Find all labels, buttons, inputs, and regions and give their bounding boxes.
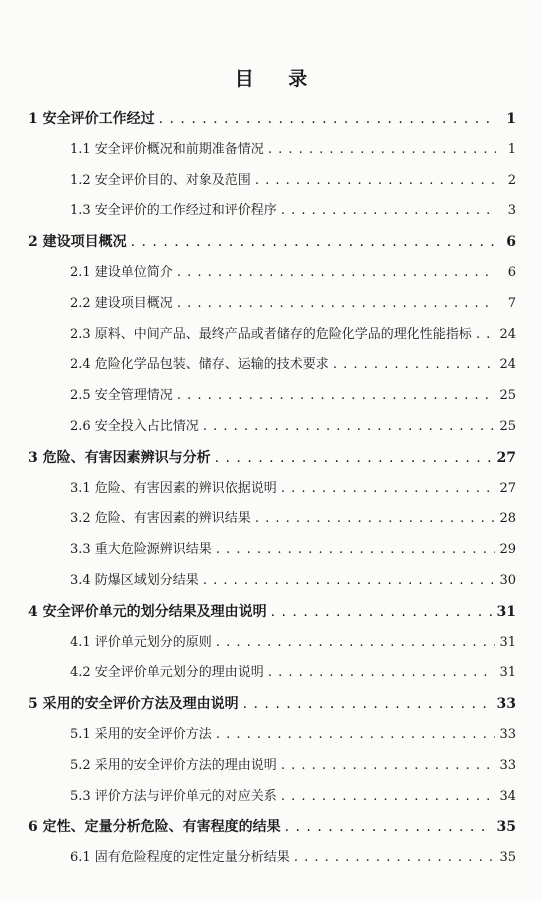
toc-entry-label: 1.2 安全评价目的、对象及范围 [70, 172, 251, 188]
toc-section-entry[interactable] [70, 724, 516, 746]
toc-chapter-entry[interactable] [28, 108, 516, 130]
dot-leader [476, 324, 496, 346]
toc-section-entry[interactable] [70, 786, 516, 808]
toc-page-number: 24 [499, 326, 516, 342]
toc-section-entry[interactable] [70, 478, 516, 500]
toc-entry-label: 1.3 安全评价的工作经过和评价程序 [70, 203, 277, 219]
toc-page-number: 27 [496, 449, 516, 466]
toc-page-number: 7 [507, 295, 516, 311]
dot-leader [285, 816, 493, 838]
dot-leader [243, 693, 493, 715]
toc-entry-label: 2.5 安全管理情况 [70, 388, 173, 404]
dot-leader [215, 447, 493, 469]
dot-leader [177, 262, 496, 284]
toc-entry-label: 2.4 危险化学品包装、储存、运输的技术要求 [70, 357, 329, 373]
toc-entry-label: 6 定性、定量分析危险、有害程度的结果 [28, 819, 281, 836]
toc-page-number: 6 [506, 234, 516, 251]
toc-section-entry[interactable] [70, 354, 516, 376]
toc-page-number: 34 [499, 788, 516, 804]
toc-section-entry[interactable] [70, 139, 516, 161]
toc-page-number: 2 [507, 172, 516, 188]
toc-entry-label: 3 危险、有害因素辨识与分析 [28, 449, 211, 466]
dot-leader [268, 662, 496, 684]
toc-section-entry[interactable] [70, 755, 516, 777]
toc-section-entry[interactable] [70, 324, 516, 346]
page-title: 目 录 [234, 68, 322, 90]
dot-leader [131, 231, 496, 253]
dot-leader [255, 170, 496, 192]
toc-page-number: 31 [496, 603, 516, 620]
dot-leader [333, 354, 496, 376]
toc-page-number: 30 [499, 573, 516, 588]
toc-entry-label: 2.1 建设单位简介 [70, 265, 173, 280]
toc-page-number: 33 [496, 696, 516, 713]
toc-section-entry[interactable] [70, 293, 516, 315]
toc-entry-label: 2.3 原料、中间产品、最终产品或者储存的危险化学品的理化性能指标 [70, 326, 472, 342]
toc-entry-label: 1.1 安全评价概况和前期准备情况 [70, 141, 264, 157]
toc-section-entry[interactable] [70, 662, 516, 684]
dot-leader [281, 200, 496, 222]
toc-entry-label: 3.3 重大危险源辨识结果 [70, 542, 212, 558]
toc-page-number: 1 [507, 141, 516, 157]
toc-section-entry[interactable] [70, 847, 516, 869]
toc-section-entry[interactable] [70, 632, 516, 654]
toc-section-entry[interactable] [70, 539, 516, 561]
toc-entry-label: 4 安全评价单元的划分结果及理由说明 [28, 603, 267, 620]
dot-leader [216, 724, 496, 746]
toc-chapter-entry[interactable] [28, 816, 516, 838]
toc-section-entry[interactable] [70, 200, 516, 222]
toc-page-number: 1 [506, 111, 516, 127]
toc-page-number: 35 [499, 850, 516, 866]
dot-leader [268, 139, 496, 161]
toc-page-number: 29 [499, 542, 516, 558]
toc-entry-label: 3.2 危险、有害因素的辨识结果 [70, 511, 251, 527]
toc-section-entry[interactable] [70, 170, 516, 192]
toc-entry-label: 5 采用的安全评价方法及理由说明 [28, 696, 239, 713]
toc-chapter-entry[interactable] [28, 601, 516, 623]
toc-entry-label: 1 安全评价工作经过 [28, 111, 155, 127]
dot-leader [203, 416, 496, 438]
toc-entry-label: 5.2 采用的安全评价方法的理由说明 [70, 757, 277, 773]
dot-leader [294, 847, 496, 869]
dot-leader [216, 539, 496, 561]
toc-page-number: 28 [499, 511, 516, 527]
dot-leader [177, 293, 496, 315]
toc-page-number: 24 [499, 357, 516, 373]
toc-entry-label: 4.1 评价单元划分的原则 [70, 634, 212, 650]
toc-page-number: 35 [496, 819, 516, 836]
toc-page-number: 27 [499, 480, 516, 496]
toc-page-number: 31 [499, 665, 516, 681]
toc-section-entry[interactable] [70, 570, 516, 592]
toc-entry-label: 2 建设项目概况 [28, 234, 127, 251]
toc-entry-label: 5.3 评价方法与评价单元的对应关系 [70, 788, 277, 804]
toc-entry-label: 6.1 固有危险程度的定性定量分析结果 [70, 850, 290, 866]
toc-entry-label: 3.1 危险、有害因素的辨识依据说明 [70, 480, 277, 496]
toc-entry-label: 2.2 建设项目概况 [70, 295, 173, 311]
toc-section-entry[interactable] [70, 508, 516, 530]
toc-page-number: 3 [507, 203, 516, 219]
dot-leader [281, 755, 496, 777]
dot-leader [177, 385, 496, 407]
dot-leader [159, 108, 496, 130]
toc-chapter-entry[interactable] [28, 693, 516, 715]
toc-entry-label: 4.2 安全评价单元划分的理由说明 [70, 665, 264, 681]
toc-entry-label: 2.6 安全投入占比情况 [70, 419, 199, 434]
toc-page-number: 33 [499, 727, 516, 742]
toc-section-entry[interactable] [70, 262, 516, 284]
toc-chapter-entry[interactable] [28, 447, 516, 469]
toc-entry-label: 5.1 采用的安全评价方法 [70, 727, 212, 742]
toc-page-number: 25 [499, 388, 516, 404]
dot-leader [216, 632, 496, 654]
toc-chapter-entry[interactable] [28, 231, 516, 253]
toc-page-number: 6 [507, 265, 516, 280]
toc-section-entry[interactable] [70, 385, 516, 407]
toc-page-number: 31 [499, 634, 516, 650]
dot-leader [281, 478, 496, 500]
dot-leader [203, 570, 496, 592]
toc-page-number: 25 [499, 419, 516, 434]
toc-page-number: 33 [499, 757, 516, 773]
toc-entry-label: 3.4 防爆区域划分结果 [70, 573, 199, 588]
dot-leader [271, 601, 493, 623]
dot-leader [281, 786, 496, 808]
toc-section-entry[interactable] [70, 416, 516, 438]
dot-leader [255, 508, 496, 530]
